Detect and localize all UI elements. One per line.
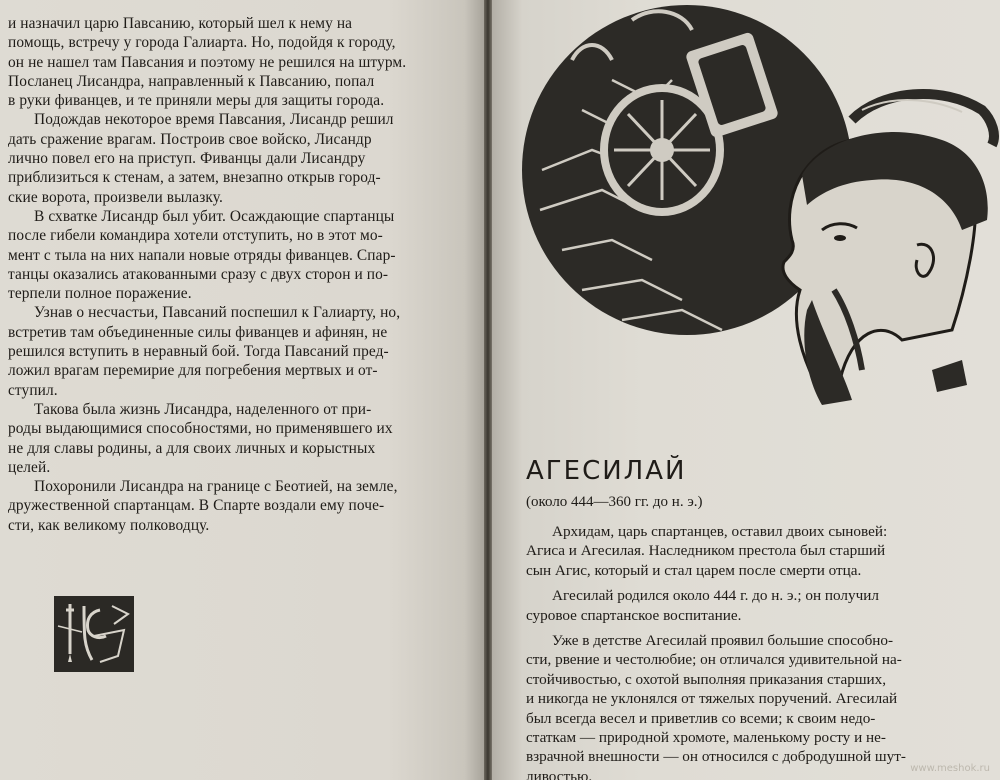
text-line: сын Агис, который и стал царем после смерти отца. [526, 561, 862, 579]
paragraph [526, 586, 994, 625]
paragraph [8, 400, 464, 477]
text-line: целей. [8, 458, 51, 476]
text-line: взрачной внешности — он относился с добродушной шут- [526, 748, 906, 766]
text-line: суровое спартанское воспитание. [526, 606, 742, 624]
paragraph [8, 477, 464, 535]
text-line: решился вступить в неравный бой. Тогда Павсаний пред- [8, 343, 389, 361]
text-line: мент с тыла на них напали новые отряды фиванцев. Спар- [8, 246, 396, 264]
paragraph [526, 522, 994, 580]
text-line: встретив там объединенные силы фиванцев и афинян, не [8, 323, 388, 341]
paragraph [8, 110, 464, 206]
chapter-title: АГЕСИЛАЙ [526, 456, 687, 486]
text-line: Подождав некоторое время Павсания, Лисандр решил [34, 111, 394, 129]
watermark: www.meshok.ru [910, 763, 990, 774]
text-line: и назначил царю Павсанию, который шел к нему на [8, 15, 353, 32]
book-gutter [484, 0, 492, 780]
text-line: приблизиться к стенам, а затем, внезапно открыв город- [8, 169, 381, 187]
warrior-illustration [522, 0, 1000, 410]
paragraph [8, 207, 464, 303]
text-line: ские ворота, произвели вылазку. [8, 188, 223, 206]
text-line: ложил врагам перемирие для погребения мертвых и от- [8, 362, 378, 380]
text-line: и никогда не уклонялся от тяжелых поручений. Агесилай [526, 690, 898, 708]
text-line: статкам — природной хромоте, маленькому росту и не- [526, 729, 886, 747]
left-page [0, 0, 484, 780]
text-line: роды выдающимися способностями, но применявшего их [8, 420, 393, 438]
left-page-text [8, 14, 464, 535]
text-line: лично повел его на приступ. Фиванцы дали Лисандру [8, 150, 366, 168]
text-line: сти, рвение и честолюбие; он отличался удивительной на- [526, 651, 902, 669]
text-line: ливостью. [526, 767, 593, 780]
text-line: Агесилай родился около 444 г. до н. э.; он получил [552, 587, 879, 605]
text-line: был всегда весел и приветлив со всеми; к своим недо- [526, 709, 876, 727]
text-line: помощь, встречу у города Галиарта. Но, подойдя к городу, [8, 34, 396, 52]
text-line: терпели полное поражение. [8, 285, 192, 303]
right-page [492, 0, 1000, 780]
text-line: после гибели командира хотели отступить, но в этот мо- [8, 227, 383, 245]
chapter-dates: (около 444—360 гг. до н. э.) [526, 494, 703, 510]
text-line: танцы оказались атакованными сразу с двух сторон и по- [8, 265, 389, 283]
text-line: дать сражение врагам. Построив свое войско, Лисандр [8, 130, 372, 148]
text-line: сти, как великому полководцу. [8, 516, 210, 534]
text-line: Агиса и Агесилая. Наследником престола был старший [526, 542, 886, 560]
paragraph [8, 303, 464, 399]
text-line: Похоронили Лисандра на границе с Беотией, на земле, [34, 478, 398, 496]
paragraph [526, 631, 994, 780]
text-line: Узнав о несчастьи, Павсаний поспешил к Галиарту, но, [34, 304, 401, 322]
text-line: стойчивостью, с охотой выполняя приказания старших, [526, 670, 887, 688]
text-line: Архидам, царь спартанцев, оставил двоих сыновей: [552, 523, 888, 540]
text-line: дружественной спартанцам. В Спарте воздали ему поче- [8, 497, 385, 515]
text-line: он не нашел там Павсания и поэтому не решился на штурм. [8, 53, 407, 71]
paragraph [8, 14, 464, 110]
chapter-end-emblem [54, 596, 134, 672]
text-line: Уже в детстве Агесилай проявил большие способно- [552, 632, 894, 650]
text-line: в руки фиванцев, и те приняли меры для защиты города. [8, 92, 385, 110]
text-line: Посланец Лисандра, направленный к Павсанию, попал [8, 72, 375, 90]
text-line: В схватке Лисандр был убит. Осаждающие спартанцы [34, 207, 395, 225]
text-line: не для славы родины, а для своих личных и корыстных [8, 439, 376, 457]
right-page-text [526, 522, 994, 780]
text-line: ступил. [8, 381, 58, 399]
text-line: Такова была жизнь Лисандра, наделенного от при- [34, 400, 372, 418]
